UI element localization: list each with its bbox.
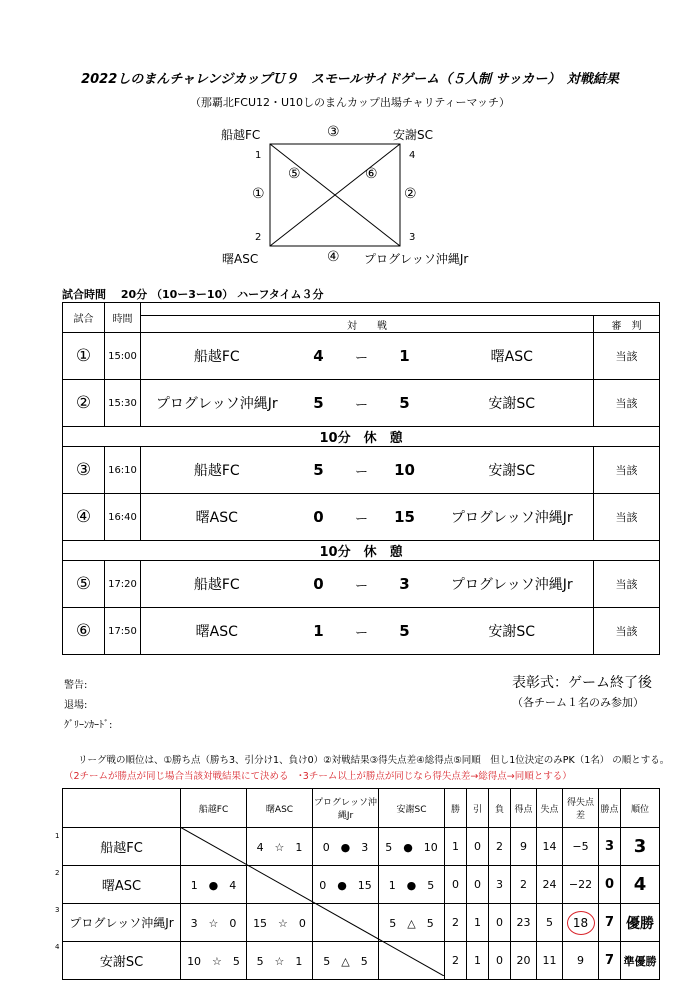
header-team-1: 船越FC bbox=[181, 789, 247, 828]
ejection-label: 退場: bbox=[64, 700, 88, 711]
header-draw: 引 bbox=[467, 789, 489, 828]
header-win: 勝 bbox=[445, 789, 467, 828]
table-row: ① 15:00 船越FC 4 ー 1 曙ASC 当該 bbox=[63, 333, 660, 380]
standings-header-row bbox=[63, 789, 660, 828]
diagram-match-2: ② bbox=[404, 186, 417, 202]
warning-label: 警告: bbox=[64, 680, 88, 691]
standings-row-number: 1 bbox=[55, 832, 60, 840]
table-row: ⑤ 17:20 船越FC 0 ー 3 プログレッソ沖縄Jr 当該 bbox=[63, 561, 660, 608]
document-subtitle: （那覇北FCU12・U10しのまんカップ出場チャリティーマッチ） bbox=[189, 96, 511, 109]
diagram-match-6: ⑥ bbox=[365, 166, 378, 182]
table-row: プログレッソ沖縄Jr 3 ☆ 0 15 ☆ 0 5 △ 5 2 1 0 23 5 18 7 優勝 bbox=[63, 904, 660, 942]
diagram-num-2: 2 bbox=[255, 232, 262, 243]
col-match-header: 試合 bbox=[63, 303, 105, 333]
tiebreak-rule: （2チームが勝点が同じ場合当該対戦結果にて決める ･3チーム以上が勝点が同じなら得失点差→総得点→同順とする） bbox=[64, 771, 572, 782]
diagram-team-4: 安謝SC bbox=[393, 128, 433, 142]
standings-row-number: 4 bbox=[55, 943, 60, 951]
table-row: 船越FC 4 ☆ 1 0 ● 3 5 ● 10 1 0 2 9 14 −5 3 3 bbox=[63, 828, 660, 866]
diagram-team-1: 船越FC bbox=[221, 128, 261, 142]
match-duration: 試合時間 20分 （10ー3ー10） ハーフタイム３分 bbox=[62, 288, 324, 301]
header-team-4: 安謝SC bbox=[379, 789, 445, 828]
diagram-lines bbox=[0, 0, 700, 300]
header-points: 勝点 bbox=[599, 789, 621, 828]
col-time-header: 時間 bbox=[105, 303, 141, 333]
diagram-match-5: ⑤ bbox=[288, 166, 301, 182]
diagram-team-3: プログレッソ沖縄Jr bbox=[364, 252, 469, 266]
table-row: 曙ASC 1 ● 4 0 ● 15 1 ● 5 0 0 3 2 24 −22 0 4 bbox=[63, 866, 660, 904]
diagram-num-1: 1 bbox=[255, 150, 262, 161]
col-vs-header: 対 戦 bbox=[141, 316, 594, 333]
header-team-3: プログレッソ沖縄Jr bbox=[313, 789, 379, 828]
goal-diff-highlight: 18 bbox=[567, 911, 595, 935]
ranking-rule: リーグ戦の順位は、①勝ち点（勝ち3、引分け1、負け0）②対戦結果③得失点差④総得点⑤同順 但し1位決定のみPK（1名） の順とする。 bbox=[78, 755, 670, 766]
ceremony-note: （各チーム１名のみ参加） bbox=[512, 696, 644, 709]
header-goals-for: 得点 bbox=[511, 789, 537, 828]
table-row: ⑥ 17:50 曙ASC 1 ー 5 安謝SC 当該 bbox=[63, 608, 660, 655]
standings-diagonal bbox=[180, 827, 444, 976]
header-goals-against: 失点 bbox=[537, 789, 563, 828]
table-row: 安謝SC 10 ☆ 5 5 ☆ 1 5 △ 5 2 1 0 20 11 9 7 準優勝 bbox=[63, 942, 660, 980]
diagram-match-1: ① bbox=[252, 186, 265, 202]
col-ref-header: 審 判 bbox=[594, 316, 660, 333]
standings-row-number: 2 bbox=[55, 869, 60, 877]
green-card-label: ｸﾞﾘｰﾝｶｰﾄﾞ: bbox=[64, 720, 113, 731]
table-row: ② 15:30 プログレッソ沖縄Jr 5 ー 5 安謝SC 当該 bbox=[63, 380, 660, 427]
header-rank: 順位 bbox=[621, 789, 660, 828]
table-row: ④ 16:40 曙ASC 0 ー 15 プログレッソ沖縄Jr 当該 bbox=[63, 494, 660, 541]
break-label: 10分 休 憩 bbox=[63, 541, 660, 561]
break-row bbox=[63, 427, 660, 447]
header-goal-diff: 得失点差 bbox=[563, 789, 599, 828]
diagram-match-4: ④ bbox=[327, 249, 340, 265]
header-team-2: 曙ASC bbox=[247, 789, 313, 828]
break-row bbox=[63, 541, 660, 561]
diagram-num-4: 4 bbox=[409, 150, 416, 161]
diagram-num-3: 3 bbox=[409, 232, 416, 243]
diagram-match-3: ③ bbox=[327, 124, 340, 140]
diagram-team-2: 曙ASC bbox=[222, 252, 259, 266]
match-schedule-table bbox=[62, 302, 660, 655]
standings-row-number: 3 bbox=[55, 906, 60, 914]
header-loss: 負 bbox=[489, 789, 511, 828]
table-row: ③ 16:10 船越FC 5 ー 10 安謝SC 当該 bbox=[63, 447, 660, 494]
document-title: 2022しのまんチャレンジカップＵ９ スモールサイドゲーム（５人制 サッカー） 対戦結果 bbox=[81, 72, 619, 87]
break-label: 10分 休 憩 bbox=[63, 427, 660, 447]
ceremony-label: 表彰式：ゲーム終了後 bbox=[512, 675, 652, 691]
